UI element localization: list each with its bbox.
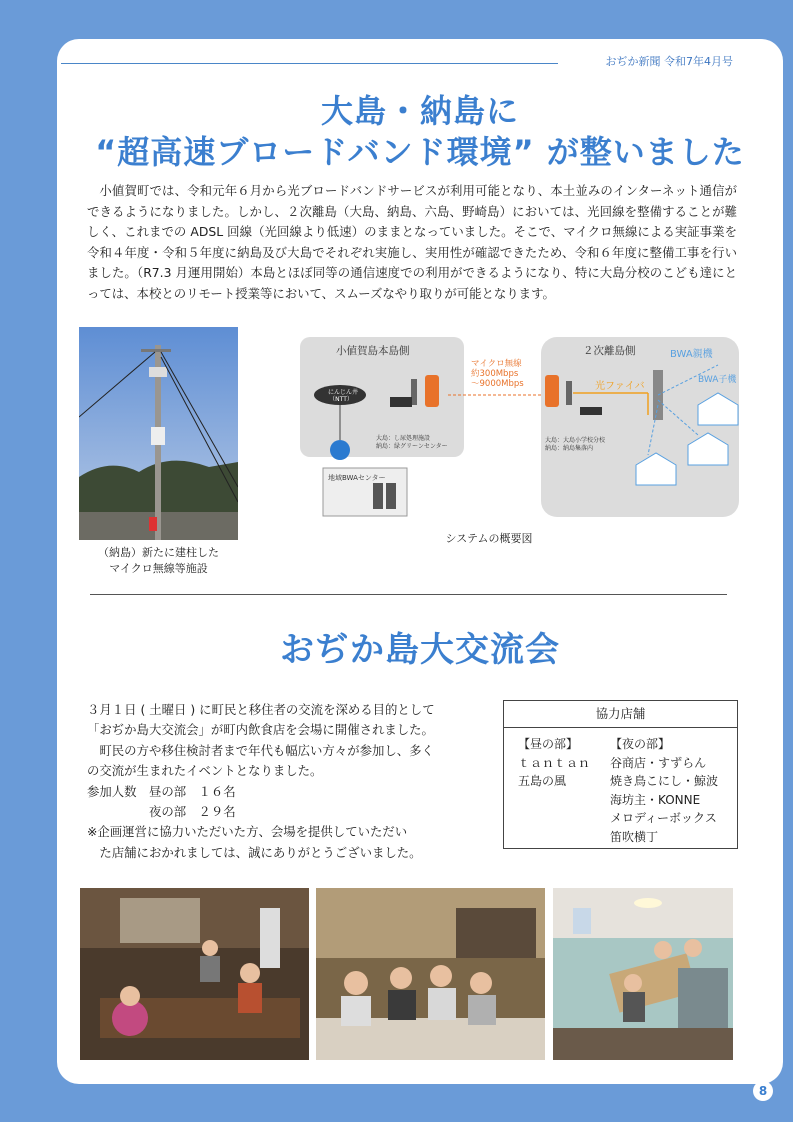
bwa-child-label: BWA子機 <box>698 375 737 385</box>
ntt-label-line1: にんじん井 <box>328 389 359 396</box>
article2-line-1: ３月１日 ( 土曜日 ) に町民と移住者の交流を深める目的として <box>87 702 435 717</box>
header-rule <box>61 63 558 64</box>
diagram-caption: システムの概要図 <box>445 532 533 545</box>
article2-line-2: 「おぢか島大交流会」が町内飲食店を会場に開催されました。 <box>87 722 434 738</box>
main-island-label: 小値賀島本島側 <box>336 345 410 357</box>
day-shop-2: 五島の風 <box>518 774 567 788</box>
newsletter-header: おぢか新聞 令和7年4月号 <box>605 55 733 68</box>
night-shop-2: 焼き鳥こにし・鯨波 <box>610 774 719 788</box>
cooperating-shops-box <box>503 700 738 849</box>
day-shops-header: 【昼の部】 <box>518 737 579 751</box>
article1-title-line1: 大島・納島に <box>320 92 519 130</box>
bwa-parent-label: BWA親機 <box>670 349 713 360</box>
microwave-label-line1: マイクロ無線 <box>471 359 522 369</box>
night-shop-5: 笛吹横丁 <box>610 829 659 844</box>
microwave-label-line3: ～9000Mbps <box>471 379 524 389</box>
right-site-line1: 大島：大島小学校分校 <box>545 437 606 444</box>
article1-title-line2: “超高速ブロードバンド環境” が整いました <box>95 133 745 171</box>
article2-line-7: ※企画運営に協力いただいた方、会場を提供していただい <box>87 824 408 840</box>
right-site-line2: 納島：納島集落内 <box>545 445 594 452</box>
shops-title: 協力店舗 <box>504 701 737 728</box>
event-photo-3 <box>553 888 733 1060</box>
microwave-pole-photo <box>79 327 238 540</box>
left-site-line2: 納島：緑グリーンセンター <box>376 443 448 450</box>
article2-line-5: 参加人数 昼の部 １６名 <box>87 783 236 799</box>
night-shops-header: 【夜の部】 <box>610 737 671 751</box>
event-photo-2 <box>316 888 545 1060</box>
remote-island-label: ２次離島側 <box>583 345 636 357</box>
photo-caption-line1: （納島）新たに建柱した <box>98 546 219 559</box>
night-shop-4: メロディーボックス <box>610 811 717 825</box>
fiber-label: 光ファイバ <box>595 381 645 392</box>
event-photo-1 <box>80 888 309 1060</box>
article2-line-4: の交流が生まれたイベントとなりました。 <box>87 763 323 779</box>
page-number: 8 <box>753 1081 773 1101</box>
section-divider <box>90 594 727 595</box>
ntt-label-line2: （NTT） <box>329 396 353 403</box>
article2-line-3: 町民の方や移住検討者まで年代も幅広い方々が参加し、多く <box>87 742 434 758</box>
article2-title: おぢか島大交流会 <box>280 630 560 670</box>
article1-paragraph: 小値賀町では、令和元年６月から光ブロードバンドサービスが利用可能となり、本土並みのインターネット通信ができるようになりました。しかし、２次離島（大島、納島、六島、野崎島）においては、光回線を整備することが難しく、これまでの ADSL 回線（光回線より低速）のままとなっていました。そこで、マイクロ無線による実証事業を令和４年度・令和５年度に納島及び大島でそれぞれ実施し、実用性が確認できたため、令和６年度に整備工事を行いました。（R7.3 月運用開始）本島とほぼ同等の通信速度での利用ができるようになり、特に大島分校のこども達にとっては、本校とのリモート授業等において、スムーズなやり取りが可能となります。 <box>87 183 737 301</box>
night-shop-3: 海坊主・KONNE <box>610 792 701 807</box>
photo-caption-line2: マイクロ無線等施設 <box>109 562 208 575</box>
bwa-center-label: 地域BWAセンター <box>328 474 386 482</box>
day-shop-1: ｔａｎｔａｎ <box>518 755 591 770</box>
microwave-label-line2: 約300Mbps <box>471 369 519 379</box>
night-shop-1: 谷商店・すずらん <box>610 755 707 770</box>
article2-line-8: た店舗におかれましては、誠にありがとうございました。 <box>87 844 422 860</box>
left-site-line1: 大島：し尿処理施設 <box>376 435 431 442</box>
article2-line-6: 夜の部 ２９名 <box>87 804 236 820</box>
system-diagram <box>298 335 740 520</box>
